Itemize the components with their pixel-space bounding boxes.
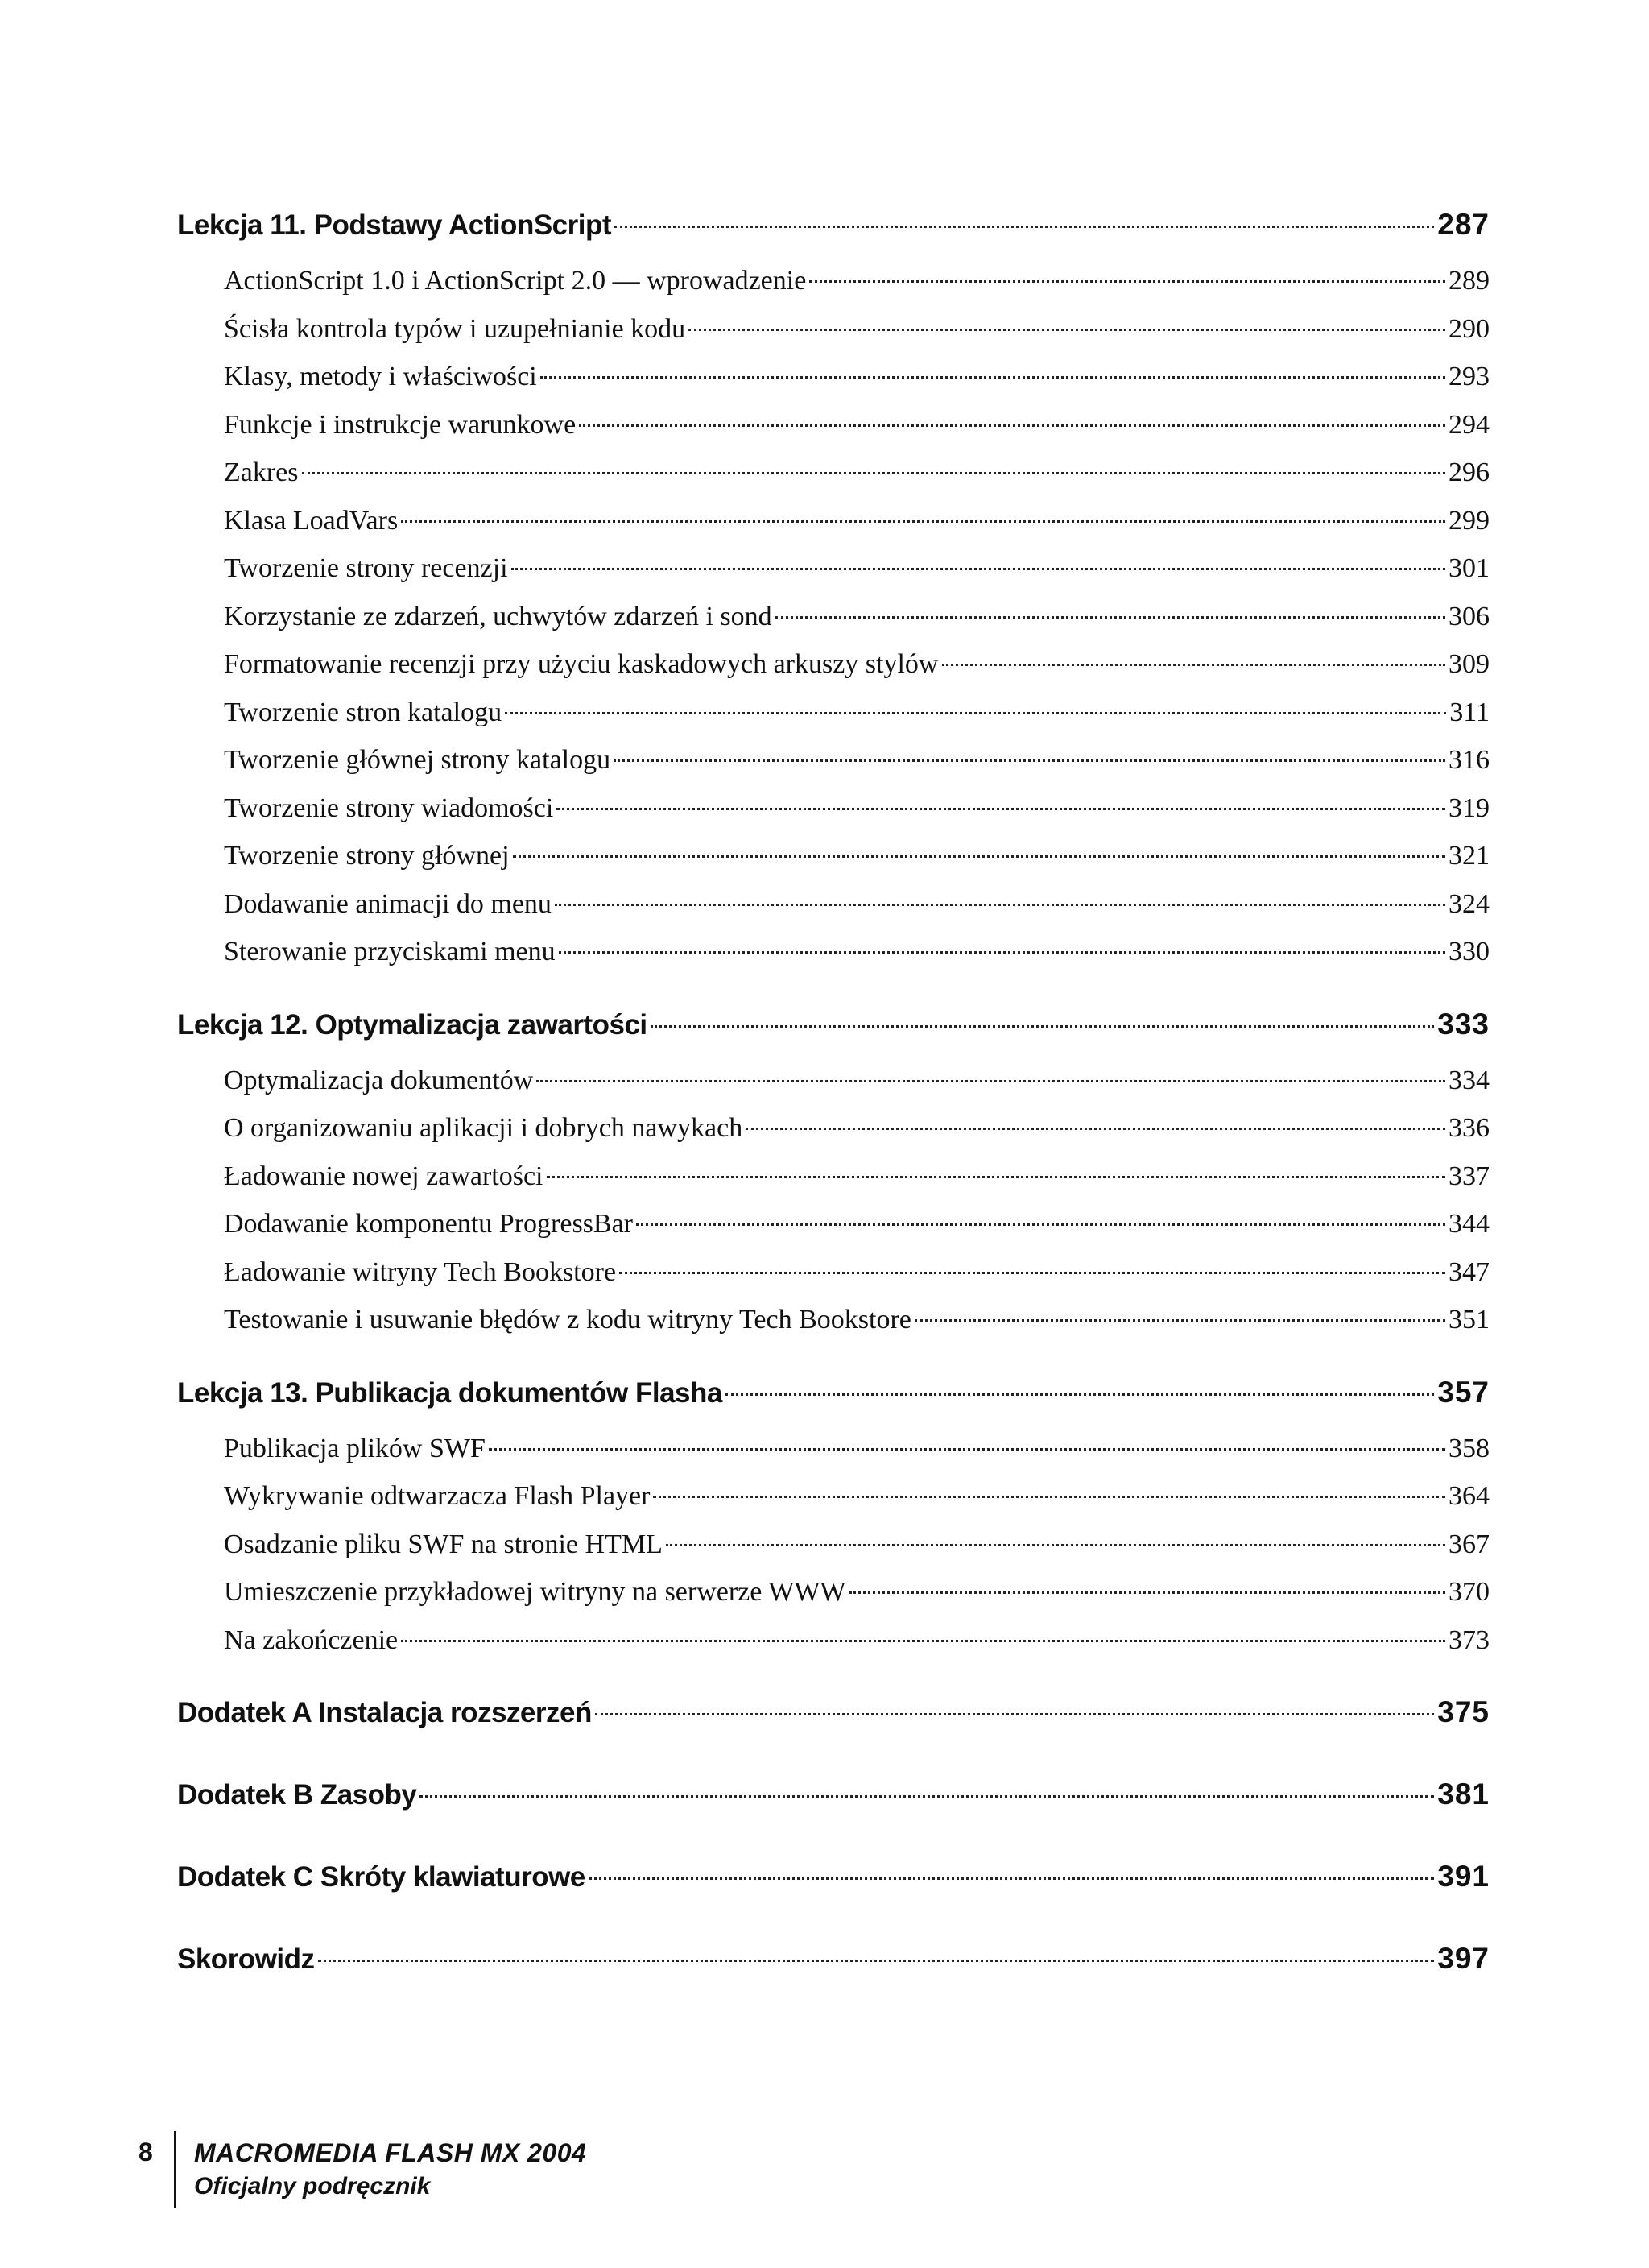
toc-entry[interactable] bbox=[177, 266, 1490, 314]
dot-leader bbox=[318, 1960, 1435, 1962]
entry-page-number: 336 bbox=[1449, 1113, 1490, 1143]
chapter-page-number: 357 bbox=[1437, 1375, 1490, 1409]
dot-leader bbox=[614, 226, 1434, 228]
dot-leader bbox=[589, 1877, 1435, 1880]
toc-appendix-c[interactable] bbox=[177, 1860, 1490, 1918]
dot-leader bbox=[489, 1448, 1445, 1451]
appendix-page-number: 391 bbox=[1437, 1860, 1490, 1893]
dot-leader bbox=[513, 855, 1445, 858]
dot-leader bbox=[746, 1128, 1445, 1130]
toc-entry[interactable] bbox=[177, 410, 1490, 458]
entry-page-number: 367 bbox=[1449, 1529, 1490, 1559]
entry-title: Zakres bbox=[224, 457, 299, 487]
entry-title: Formatowanie recenzji przy użyciu kaskadowych arkuszy stylów bbox=[224, 649, 939, 679]
entry-title: Testowanie i usuwanie błędów z kodu witryny Tech Bookstore bbox=[224, 1305, 911, 1335]
entry-page-number: 337 bbox=[1449, 1161, 1490, 1191]
toc-index[interactable] bbox=[177, 1942, 1490, 2000]
toc-entry[interactable] bbox=[177, 697, 1490, 746]
appendix-page-number: 381 bbox=[1437, 1778, 1490, 1811]
dot-leader bbox=[809, 280, 1445, 283]
toc-entry[interactable] bbox=[177, 649, 1490, 697]
dot-leader bbox=[555, 904, 1445, 906]
dot-leader bbox=[547, 1176, 1446, 1178]
dot-leader bbox=[849, 1591, 1445, 1594]
dot-leader bbox=[636, 1223, 1445, 1226]
toc-chapter-heading[interactable] bbox=[177, 208, 1490, 266]
toc-entry[interactable] bbox=[177, 1113, 1490, 1161]
chapter-title: Lekcja 12. Optymalizacja zawartości bbox=[177, 1008, 647, 1041]
entry-title: Publikacja plików SWF bbox=[224, 1433, 486, 1463]
toc-appendix-a[interactable] bbox=[177, 1695, 1490, 1753]
dot-leader bbox=[302, 472, 1445, 474]
footer-book-title: MACROMEDIA FLASH MX 2004 bbox=[194, 2138, 587, 2167]
toc-chapter-12 bbox=[177, 1008, 1490, 1353]
entry-title: Tworzenie głównej strony katalogu bbox=[224, 745, 611, 775]
entry-page-number: 294 bbox=[1449, 409, 1490, 440]
dot-leader bbox=[505, 712, 1446, 714]
chapter-title: Lekcja 13. Publikacja dokumentów Flasha bbox=[177, 1376, 722, 1409]
toc-entry[interactable] bbox=[177, 1529, 1490, 1578]
entry-page-number: 311 bbox=[1449, 697, 1490, 727]
entry-title: O organizowaniu aplikacji i dobrych nawykach bbox=[224, 1113, 743, 1143]
entry-page-number: 289 bbox=[1449, 266, 1490, 296]
entry-title: Tworzenie strony wiadomości bbox=[224, 793, 554, 823]
entry-title: Dodawanie animacji do menu bbox=[224, 888, 552, 919]
footer-subtitle: Oficjalny podręcznik bbox=[194, 2173, 431, 2200]
entry-title: Ładowanie witryny Tech Bookstore bbox=[224, 1256, 617, 1287]
entry-title: Funkcje i instrukcje warunkowe bbox=[224, 409, 577, 440]
entry-page-number: 364 bbox=[1449, 1481, 1490, 1511]
footer-divider bbox=[174, 2131, 176, 2208]
toc-entry[interactable] bbox=[177, 793, 1490, 842]
entry-title: Dodawanie komponentu ProgressBar bbox=[224, 1209, 634, 1239]
entry-page-number: 370 bbox=[1449, 1577, 1490, 1607]
dot-leader bbox=[536, 1080, 1445, 1082]
entry-title: Klasa LoadVars bbox=[224, 505, 399, 536]
appendix-title: Dodatek A Instalacja rozszerzeń bbox=[177, 1697, 592, 1728]
toc-entry[interactable] bbox=[177, 602, 1490, 650]
table-of-contents bbox=[177, 208, 1490, 2024]
dot-leader bbox=[511, 568, 1445, 570]
entry-title: Ścisła kontrola typów i uzupełnianie kodu bbox=[224, 313, 686, 344]
entry-page-number: 344 bbox=[1449, 1209, 1490, 1239]
entry-page-number: 334 bbox=[1449, 1065, 1490, 1095]
entry-page-number: 306 bbox=[1449, 601, 1490, 631]
entry-title: Osadzanie pliku SWF na stronie HTML bbox=[224, 1529, 663, 1559]
toc-entry[interactable] bbox=[177, 1305, 1490, 1353]
entry-title: ActionScript 1.0 i ActionScript 2.0 — wprowadzenie bbox=[224, 266, 807, 296]
toc-chapter-heading[interactable] bbox=[177, 1008, 1490, 1066]
toc-entry[interactable] bbox=[177, 889, 1490, 937]
toc-entry[interactable] bbox=[177, 1257, 1490, 1306]
entry-title: Wykrywanie odtwarzacza Flash Player bbox=[224, 1481, 651, 1511]
entry-title: Tworzenie stron katalogu bbox=[224, 697, 502, 727]
entry-page-number: 299 bbox=[1449, 505, 1490, 536]
entry-title: Korzystanie ze zdarzeń, uchwytów zdarzeń i sond bbox=[224, 601, 772, 631]
appendix-title: Dodatek B Zasoby bbox=[177, 1779, 417, 1811]
appendix-page-number: 375 bbox=[1437, 1695, 1490, 1728]
dot-leader bbox=[401, 1640, 1445, 1642]
toc-entry[interactable] bbox=[177, 314, 1490, 362]
entry-page-number: 296 bbox=[1449, 457, 1490, 487]
entry-page-number: 290 bbox=[1449, 313, 1490, 344]
entry-title: Optymalizacja dokumentów bbox=[224, 1065, 534, 1095]
dot-leader bbox=[775, 616, 1445, 619]
toc-entry[interactable] bbox=[177, 1481, 1490, 1529]
dot-leader bbox=[688, 329, 1445, 331]
toc-entry[interactable] bbox=[177, 1625, 1490, 1674]
dot-leader bbox=[915, 1319, 1445, 1322]
entry-page-number: 324 bbox=[1449, 888, 1490, 919]
toc-entry[interactable] bbox=[177, 1066, 1490, 1114]
dot-leader bbox=[653, 1496, 1445, 1498]
dot-leader bbox=[619, 1272, 1445, 1274]
toc-entry[interactable] bbox=[177, 1161, 1490, 1210]
dot-leader bbox=[595, 1713, 1434, 1715]
entry-title: Sterowanie przyciskami menu bbox=[224, 937, 556, 966]
entry-page-number: 347 bbox=[1449, 1256, 1490, 1287]
toc-entry[interactable] bbox=[177, 937, 1490, 985]
toc-appendix-b[interactable] bbox=[177, 1778, 1490, 1836]
dot-leader bbox=[942, 664, 1446, 666]
toc-entry[interactable] bbox=[177, 1577, 1490, 1625]
toc-entry[interactable] bbox=[177, 553, 1490, 602]
index-page-number: 397 bbox=[1437, 1942, 1490, 1975]
toc-entry[interactable] bbox=[177, 841, 1490, 889]
entry-page-number: 293 bbox=[1449, 362, 1490, 391]
dot-leader bbox=[579, 424, 1445, 427]
entry-title: Na zakończenie bbox=[224, 1624, 399, 1655]
entry-page-number: 330 bbox=[1449, 937, 1490, 966]
entry-title: Umieszczenie przykładowej witryny na serwerze WWW bbox=[224, 1577, 846, 1607]
dot-leader bbox=[614, 759, 1445, 762]
chapter-title: Lekcja 11. Podstawy ActionScript bbox=[177, 209, 612, 241]
dot-leader bbox=[556, 808, 1445, 810]
footer-book-info bbox=[194, 2131, 586, 2204]
chapter-page-number: 333 bbox=[1437, 1007, 1490, 1041]
toc-entry[interactable] bbox=[177, 1434, 1490, 1482]
entry-page-number: 321 bbox=[1449, 841, 1490, 871]
entry-page-number: 358 bbox=[1449, 1433, 1490, 1463]
entry-title: Klasy, metody i właściwości bbox=[224, 362, 537, 391]
toc-entry[interactable] bbox=[177, 457, 1490, 506]
dot-leader bbox=[401, 520, 1445, 523]
footer-page-number: 8 bbox=[138, 2138, 153, 2167]
page-footer bbox=[138, 2131, 586, 2208]
toc-entry[interactable] bbox=[177, 506, 1490, 554]
toc-entry[interactable] bbox=[177, 1209, 1490, 1257]
dot-leader bbox=[651, 1025, 1435, 1028]
entry-title: Ładowanie nowej zawartości bbox=[224, 1161, 543, 1191]
toc-entry[interactable] bbox=[177, 362, 1490, 410]
dot-leader bbox=[666, 1544, 1445, 1546]
entry-title: Tworzenie strony recenzji bbox=[224, 553, 508, 583]
dot-leader bbox=[725, 1393, 1434, 1396]
entry-page-number: 351 bbox=[1449, 1305, 1490, 1335]
entry-page-number: 309 bbox=[1449, 649, 1490, 679]
toc-chapter-11 bbox=[177, 208, 1490, 985]
entry-page-number: 301 bbox=[1449, 553, 1490, 583]
entry-page-number: 319 bbox=[1449, 793, 1490, 823]
entry-title: Tworzenie strony głównej bbox=[224, 841, 510, 871]
dot-leader bbox=[559, 951, 1445, 954]
toc-chapter-13 bbox=[177, 1376, 1490, 1674]
entry-page-number: 316 bbox=[1449, 745, 1490, 775]
dot-leader bbox=[540, 376, 1445, 379]
appendix-title: Dodatek C Skróty klawiaturowe bbox=[177, 1861, 585, 1893]
dot-leader bbox=[419, 1795, 1434, 1798]
entry-page-number: 373 bbox=[1449, 1624, 1490, 1655]
toc-entry[interactable] bbox=[177, 745, 1490, 793]
index-title: Skorowidz bbox=[177, 1943, 315, 1975]
toc-chapter-heading[interactable] bbox=[177, 1376, 1490, 1434]
chapter-page-number: 287 bbox=[1437, 208, 1490, 241]
